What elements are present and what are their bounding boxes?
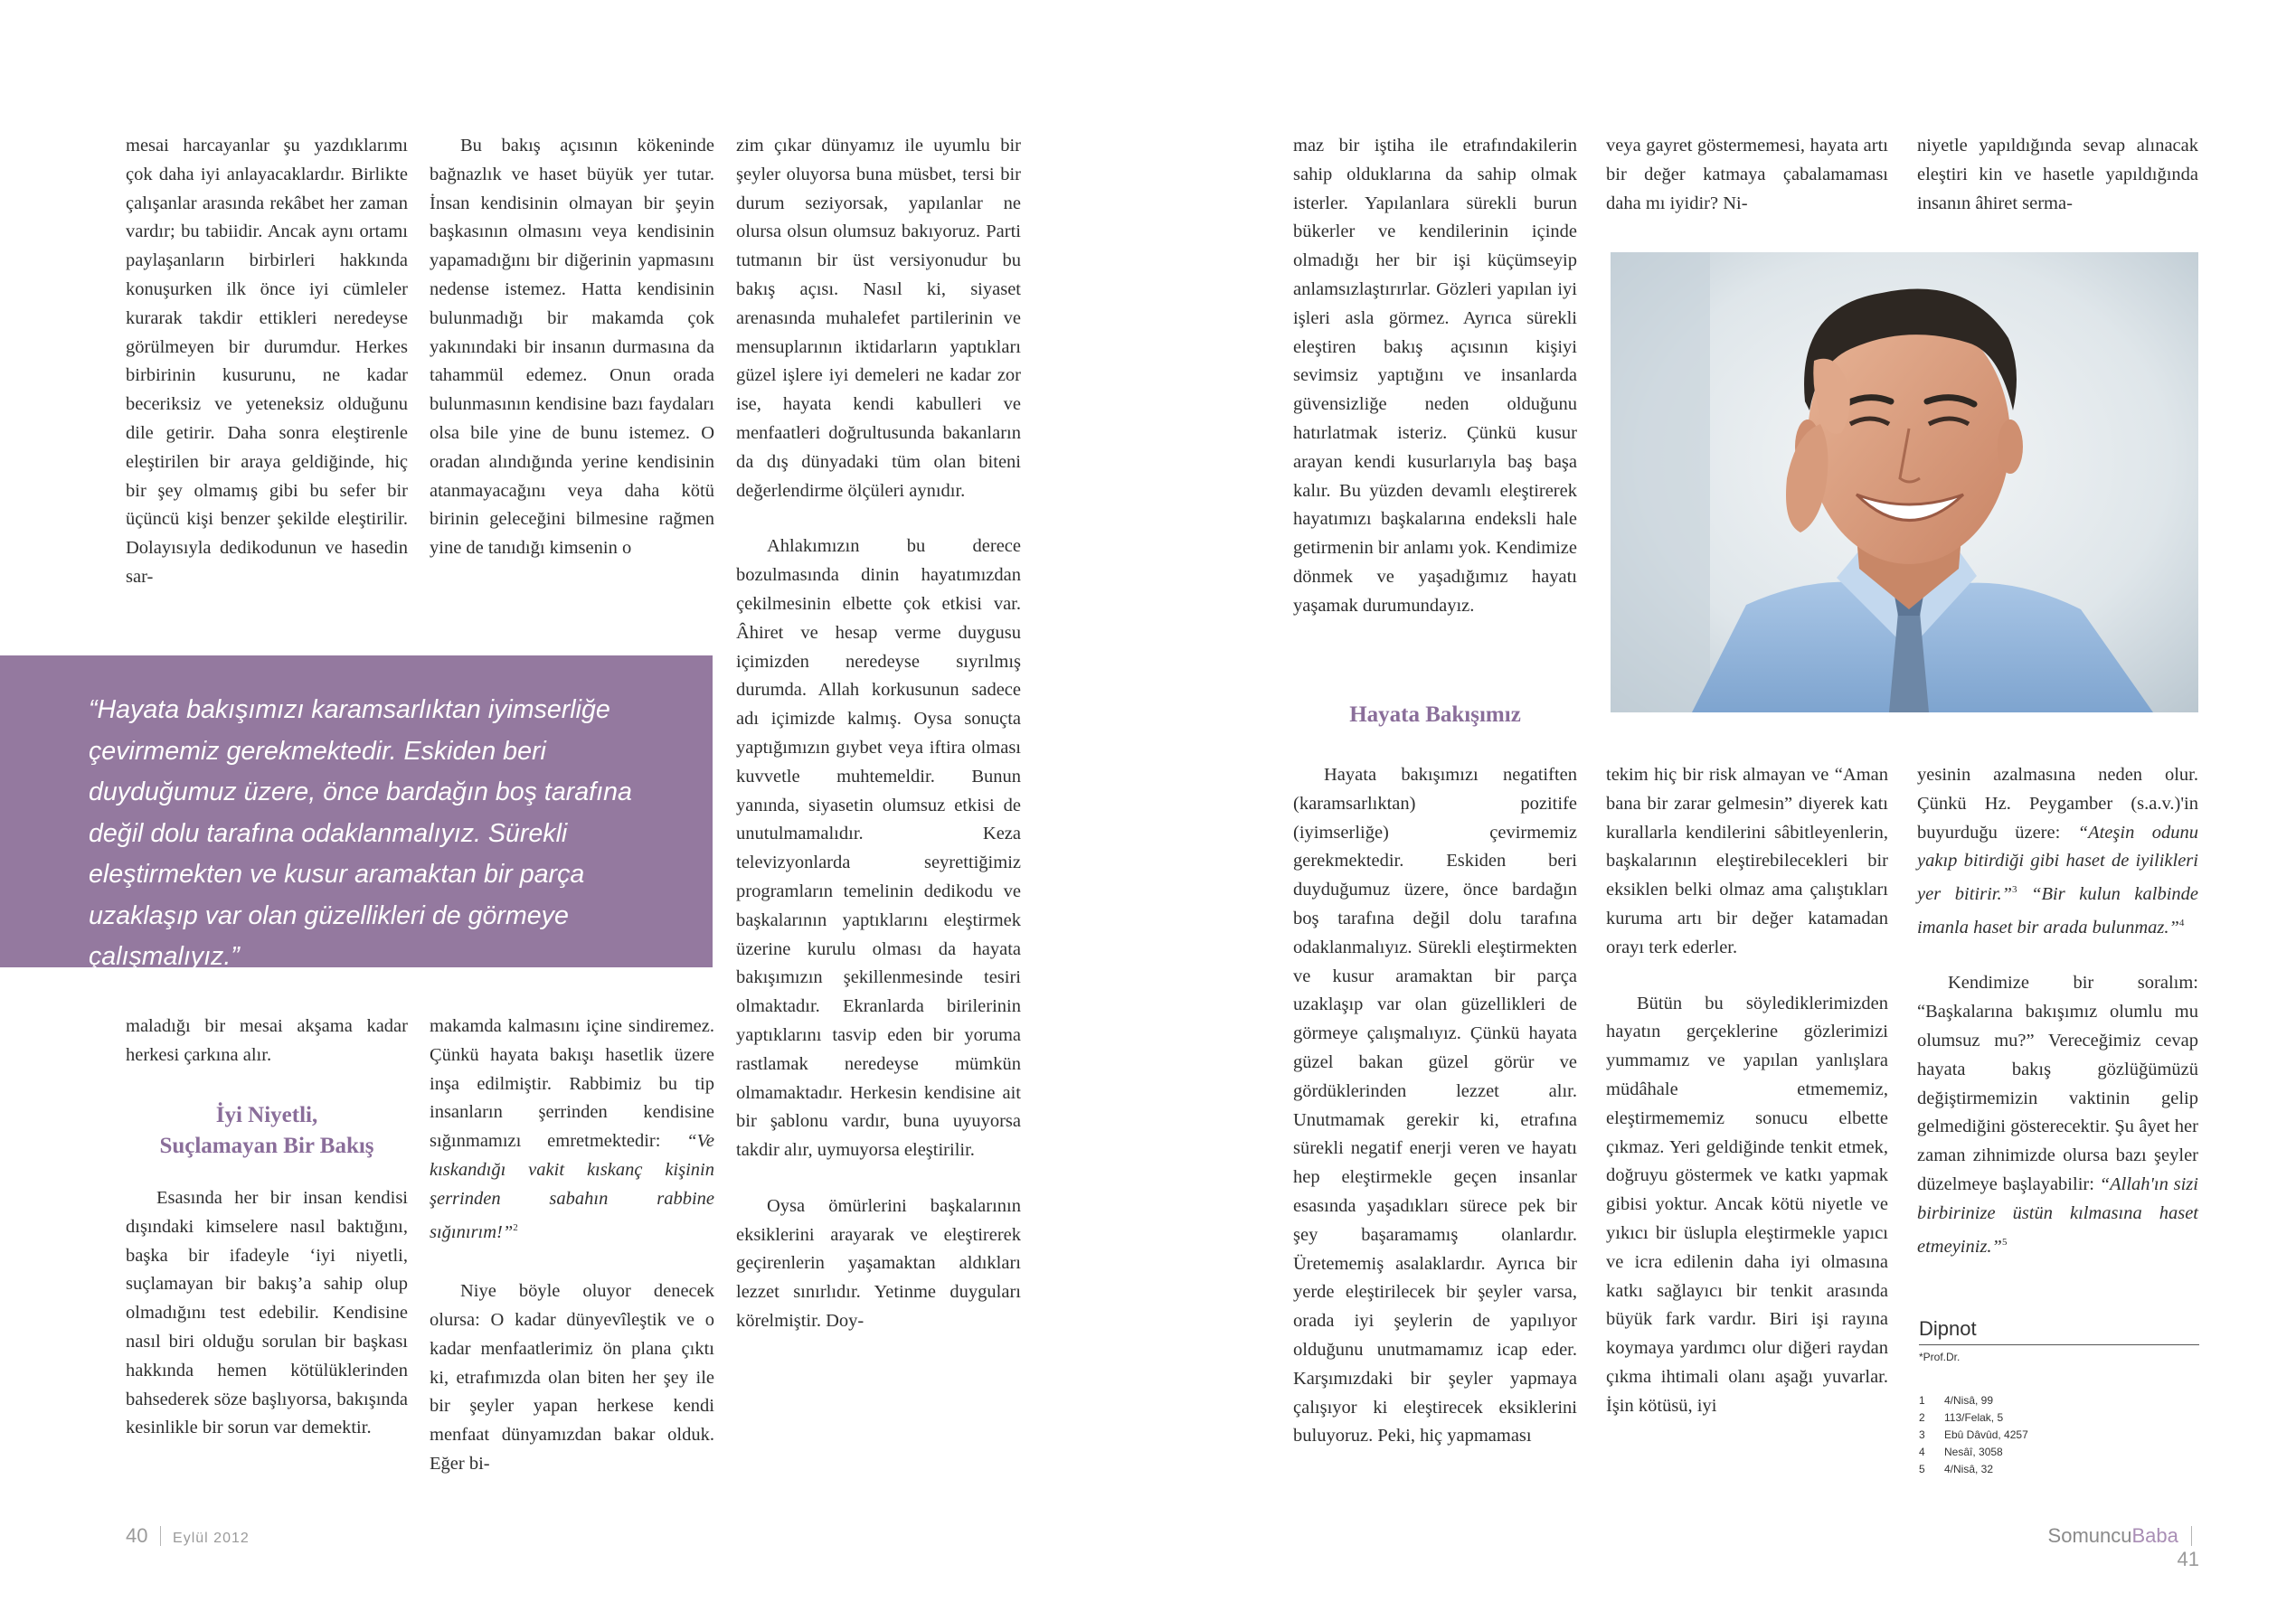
footnotes [1919, 1315, 2199, 1478]
brand-name-1: Somuncu [2047, 1524, 2132, 1547]
paragraph: mesai harcayanlar şu yazdıklarımı çok daha iyi anlayacaklardır. Birlikte çalışanlar arasında rekâbet her zaman vardır; bu tabiidir. Ancak aynı ortamı paylaşanların birbirleri hakkında konuşurken ilk önce iyi cümleler kurarak takdir ettikleri neredeyse görülmeyen bir durumdur. Herkes birbirinin kusurunu, ne kadar beceriksiz ve yeteneksiz olduğunu dile getirir. Daha sonra eleştirenle eleştirilen bir araya geldiğinde, hiç bir şey olmamış gibi bu sefer bir üçüncü kişi benzer şekilde eleştirilir. Dolayısıyla dedikodunun ve hasedin sar- [126, 136, 408, 587]
smiling-man-photo [1611, 252, 2198, 712]
paragraph [430, 1013, 714, 1247]
paragraph: Ahlakımızın bu derece bozulmasında dinin hayatımızdan çekilmesinin elbette çok etkisi var. Âhiret ve hesap verme duygusu içimizden neredeyse sıyrılmış durumda. Allah korkusunun sadece adı içimizde kalmış. Oysa sonuçta yaptığımızın gıybet veya iftira olması kuvvetle muhtemeldir. Bunun yanında, siyasetin olumsuz etkisi de unutulmamalıdır. Keza televizyonlarda seyrettiğimiz programların temelinin dedikodu ve başkalarının yaptıklarını eleştirmek üzerine kurulu olması da hayata bakışımızın şekillenmesinde tesiri olmaktadır. Ekranlarda birilerinin yaptıklarını tasvip eden bir yoruma rastlamak neredeyse mümkün olmamaktadır. Herkesin kendisine ait bir şablonu vardır, buna uyuyorsa takdir alır, uymuyorsa eleştirilir. [736, 536, 1021, 1161]
right-col2-bottom [1606, 761, 1888, 1421]
footnotes-title: Dipnot [1919, 1317, 1977, 1340]
text-run: makamda kalmasını içine sindiremez. Çünkü hayata bakışı hasetlik üzere inşa edilmiştir. Rabbimiz bu tip insanların şerrinden kendisine sığınmamızı emretmektedir: [430, 1016, 714, 1152]
left-col1-top [126, 132, 408, 592]
paragraph: Bu bakış açısının kökeninde bağnazlık ve haset büyük yer tutar. İnsan kendisinin olmayan bir şeyin başkasının olmasını veya kendisinin yapamadığını bir diğerinin yapmasını nedense istemez. Hatta kendisinin bulunmadığı bir makamda çok yakınındaki bir insanın durmasına da tahammül edemez. Onun orada bulunmasının kendisine bazı faydaları olsa bile yine de bunu istemez. O oradan alındığında yerine kendisinin atanmayacağını veya daha kötü birinin geleceğini bilmesine rağmen yine de tanıdığı kimsenin o [430, 136, 714, 559]
footnote-number: 2 [1919, 1411, 1925, 1424]
footnote-number: 3 [1919, 1428, 1925, 1441]
paragraph: Oysa ömürlerini başkalarının eksiklerini arayarak ve eleştirerek geçirenlerin yaşamaktan aldıkları lezzet sınırlıdır. Yetinme duyguları körelmiştir. Doy- [736, 1195, 1021, 1332]
brand-logo [2048, 1524, 2178, 1547]
footnote-text: 113/Felak, 5 [1944, 1411, 2004, 1424]
footnote-ref: 4 [2178, 917, 2185, 928]
paragraph: tekim hiç bir risk almayan ve “Aman bana bir zarar gelmesin” diyerek katı kurallarla kendilerini sâbitleyenlerin, başkalarının eleştirebilecekleri bir eksiklen belki olmaz ama çalıştıkları kuruma artı bir değer katamadan orayı terk ederler. [1606, 765, 1888, 957]
issue-date: Eylül 2012 [173, 1531, 250, 1546]
left-col2-bottom [430, 1013, 714, 1479]
verse-quote: “Ve kıskandığı vakit kıskanç kişinin şerrinden sabahın rabbine sığınırım!” [430, 1131, 714, 1242]
paragraph: niyetle yapıldığında sevap alınacak eleştiri kin ve hasetle yapıldığında insanın âhiret serma- [1917, 136, 2198, 213]
right-col3-bottom [1917, 761, 2198, 1261]
paragraph [1917, 969, 2198, 1261]
author-title: *Prof.Dr. [1919, 1351, 1961, 1363]
right-footer [2026, 1524, 2199, 1571]
footnote-number: 4 [1919, 1446, 1925, 1458]
verse-quote: “Allah'ın sizi birbirinize üstün kılmasına haset etmeyiniz.” [1917, 1174, 2198, 1257]
footnote-text: 4/Nisâ, 99 [1944, 1394, 1994, 1407]
heading-line: İyi Niyetli, [215, 1103, 318, 1127]
paragraph: Hayata bakışımızı negatiften (karamsarlıktan) pozitife (iyimserliğe) çevirmemiz gerekmektedir. Eskiden beri duyduğumuz üzere, önce bardağın boş tarafına değil dolu tarafına odaklanmalıyız. Sürekli eleştirmekten ve kusur aramaktan bir parça uzaklaşıp var olan güzellikleri de görmeye çalışmalıyız. Çünkü hayata güzel bakan güzel görür ve gördüklerinden lezzet alır. Unutmamak gerekir ki, etrafına sürekli negatif enerji veren ve hayatı hep eleştirmekle geçen insanlar esasında yaşadıkları sürece pek bir şey başaramamış olanlardır. Üretememiş asalaklardır. Ayrıca bir yerde eleştirilecek bir şeyler varsa, orada iyi şeylerin de yapılıyor olduğunu unutmamamız icap eder. Karşımızdaki bir şeyler yapmaya çalışıyor ki eleştirecek eksiklerini buluyoruz. Peki, hiç yapmaması [1293, 765, 1577, 1447]
footer-divider [2191, 1526, 2192, 1546]
photo-illustration [1611, 252, 2198, 712]
paragraph: maladığı bir mesai akşama kadar herkesi çarkına alır. [126, 1016, 408, 1065]
text-run: Kendimize bir soralım: “Başkalarına bakışımız olumlu mu olumsuz mu?” Vereceğimiz cevap hayata bakış gözlüğümüzü değiştirmemizin vaktinin gelip gelmediğini gösterecektir. Şu âyet her zaman zihnimizde olursa bazı şeyler düzelmeye başlayabilir: [1917, 973, 2198, 1195]
paragraph: Bütün bu söylediklerimizden hayatın gerçeklerine gözlerimizi yummamız ve yapılan yanlışlara müdâhale etmememiz, eleştirmememiz sonucu elbette çıkmaz. Yeri geldiğinde tenkit etmek, doğruyu göstermek ve katkı yapmak gibisi yoktur. Ancak kötü niyetle ve yıkıcı bir üslupla eleştirmekle yapıcı ve icra edilenin daha iyi olmasına katkı sağlayıcı bir tenkit arasında büyük fark vardır. Biri işi rayına koymaya yardımcı olur diğeri raydan çıkma ihtimali olanı aşağı yuvarlar. İşin kötüsü, iyi [1606, 993, 1888, 1416]
hadith-quote: “Bir kulun kalbinde imanla haset bir arada bulunmaz.” [1917, 884, 2199, 938]
footnote-number: 5 [1919, 1463, 1925, 1475]
paragraph: Esasında her bir insan kendisi dışındaki kimselere nasıl baktığını, başka bir ifadeyle ‘iyi niyetli, suçlamayan bir bakış’a sahip olup olmadığını test edebilir. Kendisine nasıl biri olduğu sorulan bir başkası hakkında hemen kötülüklerinden bahsederek söze başlıyorsa, bakışında kesinlikle bir sorun var demektir. [126, 1188, 408, 1438]
footnote-text: 4/Nisâ, 32 [1944, 1463, 1994, 1475]
right-col3-top [1917, 132, 2198, 218]
hadith-quote: “Ateşin odunu yakıp bitirdiği gibi haset de iyilikleri yer bitirir.” [1917, 822, 2198, 905]
paragraph: Niye böyle oluyor denecek olursa: O kadar dünyevîleştik ve o kadar menfaatlerimiz ön plana çıktı ki, etrafımızda olan biten her şey ile bir şeyler yapan herkese kendi menfaat dünyamızdan bakar olduk. Eğer bi- [430, 1281, 714, 1474]
text-run: yesinin azalmasına neden olur. Çünkü Hz. Peygamber (s.a.v.)'in buyurduğu üzere: [1917, 765, 2198, 843]
pull-quote-box [0, 655, 713, 971]
page-number: 40 [126, 1524, 148, 1547]
pull-quote-text: “Hayata bakışımızı karamsarlıktan iyimserliğe çevirmemiz gerekmektedir. Eskiden beri duyduğumuz üzere, önce bardağın boş tarafına değil dolu tarafına odaklanmalıyız. Sürekli eleştirmekten ve kusur aramaktan bir parça uzaklaşıp var olan güzellikleri de görmeye çalışmalıyız.” [89, 695, 632, 971]
footnote-item [1919, 1461, 2199, 1478]
heading-text: Hayata Bakışımız [1349, 702, 1521, 727]
right-col1-top [1293, 132, 1577, 621]
left-col2-top [430, 132, 714, 563]
footer-divider [160, 1526, 161, 1546]
left-col3 [736, 132, 1021, 1336]
footnote-item [1919, 1444, 2199, 1461]
footnote-text: Nesâî, 3058 [1944, 1446, 2003, 1458]
footnote-item [1919, 1409, 2199, 1427]
heading-line: Suçlamayan Bir Bakış [159, 1134, 374, 1158]
footnote-number: 1 [1919, 1394, 1925, 1407]
footnote-text: Ebû Dâvûd, 4257 [1944, 1428, 2028, 1441]
paragraph: zim çıkar dünyamız ile uyumlu bir şeyler oluyorsa buna müsbet, tersi bir durum seziyorsak, yapılanlar ne olursa olsun olumsuz bakıyoruz. Parti tutmanın bir üst versiyonudur bu bakış açısı. Nasıl ki, siyaset arenasında muhalefet partilerinin ve mensuplarının iktidarların yaptıkları güzel işlere iyi demeleri ne kadar zor ise, hayata kendi kabulleri ve menfaatleri doğrultusunda bakanların da dış dünyadaki tüm olan biteni değerlendirme ölçüleri aynıdır. [736, 136, 1021, 501]
left-col1-bottom [126, 1013, 408, 1070]
footnote-ref: 5 [2001, 1236, 2008, 1248]
paragraph: maz bir iştiha ile etrafındakilerin sahip olduklarına da sahip olmak isterler. Yapılanlara sürekli burun bükerler ve kendilerinin içinde olmadığı her bir işi küçümseyip anlamsızlaştırırlar. Gözleri yapılan iyi işleri asla görmez. Ayrıca sürekli eleştiren bakış açısının kişiyi sevimsiz yaptığını ve insanlarda güvensizliğe neden olduğunu hatırlatmak isteriz. Çünkü kusur arayan kendi kusurlarıyla baş başa kalır. Bu yüzden devamlı eleştirerek hayatımızı başkalarına endeksli hale getirmenin bir anlamı yok. Kendimize dönmek ve yaşadığımız hayatı yaşamak durumundayız. [1293, 136, 1577, 616]
footnote-item [1919, 1392, 2199, 1409]
footnote-ref: 3 [2012, 884, 2017, 896]
left-footer [126, 1524, 250, 1548]
right-col1-bottom [1293, 761, 1577, 1451]
footnote-ref: 2 [513, 1221, 518, 1233]
footnotes-rule [1919, 1344, 2199, 1345]
footnote-item [1919, 1427, 2199, 1444]
section-heading-iyi-niyetli [126, 1100, 408, 1162]
brand-name-2: Baba [2131, 1524, 2178, 1547]
page-number: 41 [2177, 1548, 2199, 1570]
right-col2-top [1606, 132, 1888, 218]
section-heading-hayata-bakisimiz [1293, 700, 1577, 730]
paragraph [1917, 761, 2198, 942]
paragraph: veya gayret göstermemesi, hayata artı bir değer katmaya çabalamaması daha mı iyidir? Ni- [1606, 136, 1888, 213]
left-col1-bottom-2 [126, 1184, 408, 1443]
